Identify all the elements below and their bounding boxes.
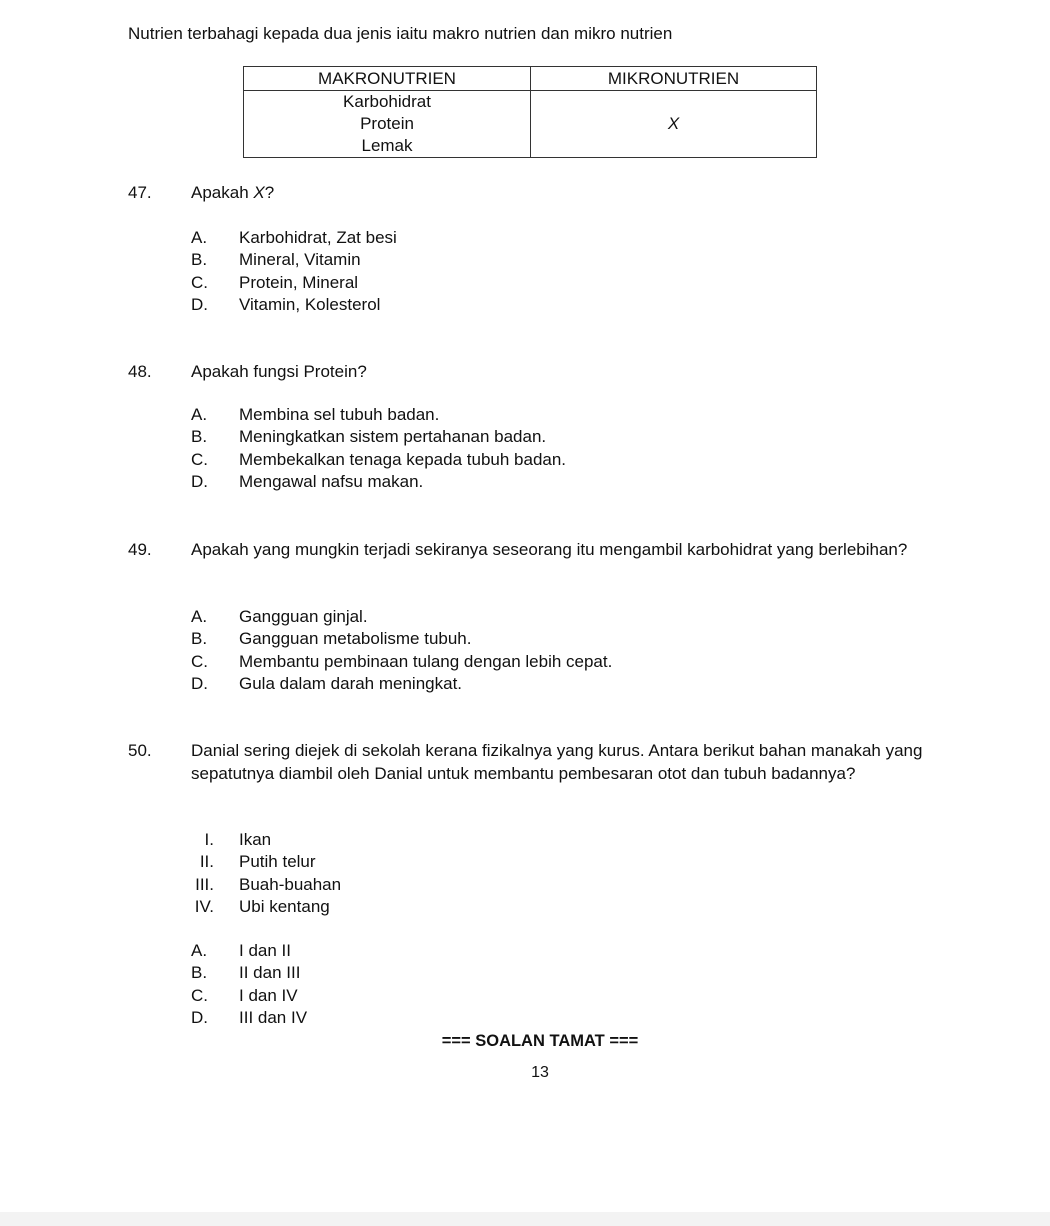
question-text: Apakah fungsi Protein? [191, 362, 367, 381]
question-text: Danial sering diejek di sekolah kerana fizikalnya yang kurus. Antara berikut bahan manakah yang sepatutnya diambil oleh Danial untuk membantu pembesaran otot dan tubuh badannya? [191, 741, 923, 783]
question-text: Apakah X? [191, 183, 275, 202]
intro-text: Nutrien terbahagi kepada dua jenis iaitu makro nutrien dan mikro nutrien [128, 24, 673, 43]
micro-cell: X [531, 91, 817, 158]
page-number: 13 [531, 1064, 549, 1081]
macro-cell [244, 91, 531, 158]
question-text: Apakah yang mungkin terjadi sekiranya seseorang itu mengambil karbohidrat yang berlebihan? [191, 540, 908, 559]
macro-item: Karbohidrat [343, 92, 431, 111]
question-number: 49. [128, 540, 152, 559]
variable-x: X [253, 183, 265, 202]
page-bottom-edge [0, 1212, 1050, 1226]
table-row [244, 91, 817, 158]
end-of-questions-marker: === SOALAN TAMAT === [441, 1032, 639, 1050]
exam-page: Nutrien terbahagi kepada dua jenis iaitu makro nutrien dan mikro nutrien MAKRONUTRIEN MIKRONUTRIEN Karbohidrat Protein Lemak X 47. Apakah X? A. Karbohidrat, Zat besi B. Mineral, Vitamin C. Protein, Mineral D. Vitamin, Kolesterol 48. Apakah fungsi Protein? A. Membina sel tubuh badan. B. Meningkatkan sistem pertahanan badan. C. Membekalkan tenaga kepada tubuh badan. D. Mengawal nafsu makan. 49. Apakah yang mungkin terjadi sekiranya seseorang itu mengambil karbohidrat yang berlebihan? A. Gangguan ginjal. B. Gangguan metabolisme tubuh. C. Membantu pembinaan tulang dengan lebih cepat. D. Gula dalam darah meningkat. 50. Danial sering diejek di sekolah kerana fizikalnya yang kurus. Antara berikut bahan manakah yang sepatutnya diambil oleh Danial untuk membantu pembesaran otot dan tubuh badannya? I. Ikan II. Putih telur III. Buah-buahan IV. Ubi kentang A. I dan II B. II dan III C. I dan IV D. III dan IV === SOALAN TAMAT === 13 [0, 0, 1050, 1212]
header-mikronutrien: MIKRONUTRIEN [531, 67, 817, 91]
macro-item: Lemak [361, 136, 413, 155]
macro-item: Protein [360, 114, 414, 133]
question-number: 48. [128, 362, 152, 381]
table-header-row [244, 67, 817, 91]
question-number: 50. [128, 741, 152, 760]
question-number: 47. [128, 183, 152, 202]
header-makronutrien: MAKRONUTRIEN [244, 67, 531, 91]
nutrient-table [243, 66, 817, 158]
